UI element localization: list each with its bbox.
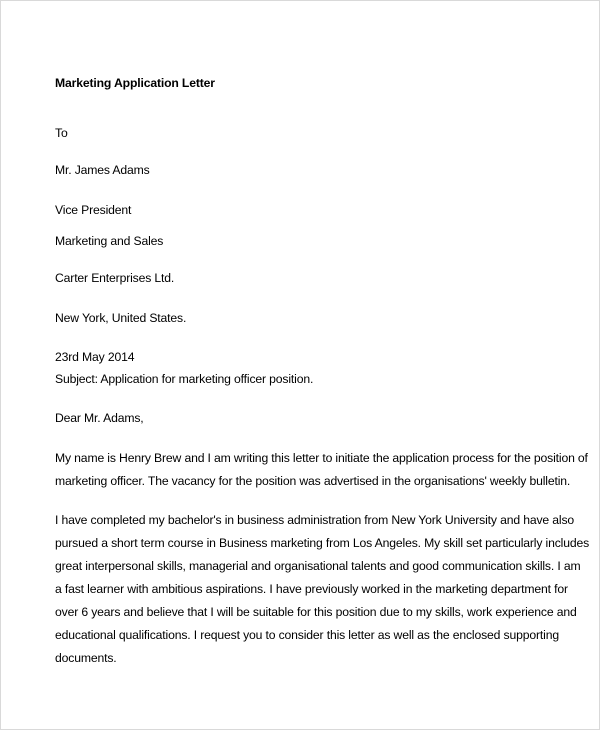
paragraph-line: I have completed my bachelor's in business administration from New York University and have also <box>55 513 575 527</box>
recipient-title: Vice President <box>55 203 132 217</box>
paragraph-line: documents. <box>55 651 117 665</box>
paragraph-line: over 6 years and believe that I will be suitable for this position due to my skills, work experience and <box>55 605 577 619</box>
paragraph-intro <box>55 451 588 497</box>
paragraph-line: a fast learner with ambitious aspirations. I have previously worked in the marketing department for <box>55 582 568 596</box>
to-label: To <box>55 126 68 140</box>
paragraph-qualifications <box>55 513 590 674</box>
paragraph-line: great interpersonal skills, managerial and organisational talents and good communication skills. I am <box>55 559 581 573</box>
recipient-company: Carter Enterprises Ltd. <box>55 271 175 285</box>
letter-subject: Subject: Application for marketing officer position. <box>55 372 314 386</box>
letter-date: 23rd May 2014 <box>55 350 135 364</box>
recipient-department: Marketing and Sales <box>55 234 164 248</box>
salutation: Dear Mr. Adams, <box>55 411 144 425</box>
paragraph-line: pursued a short term course in Business marketing from Los Angeles. My skill set particularly includes <box>55 536 590 550</box>
paragraph-line: My name is Henry Brew and I am writing this letter to initiate the application process for the position of <box>55 451 588 465</box>
recipient-location: New York, United States. <box>55 311 187 325</box>
recipient-name: Mr. James Adams <box>55 163 150 177</box>
paragraph-line: marketing officer. The vacancy for the position was advertised in the organisations' weekly bulletin. <box>55 474 571 488</box>
document-title: Marketing Application Letter <box>55 76 215 90</box>
paragraph-line: educational qualifications. I request you to consider this letter as well as the enclosed supporting <box>55 628 559 642</box>
